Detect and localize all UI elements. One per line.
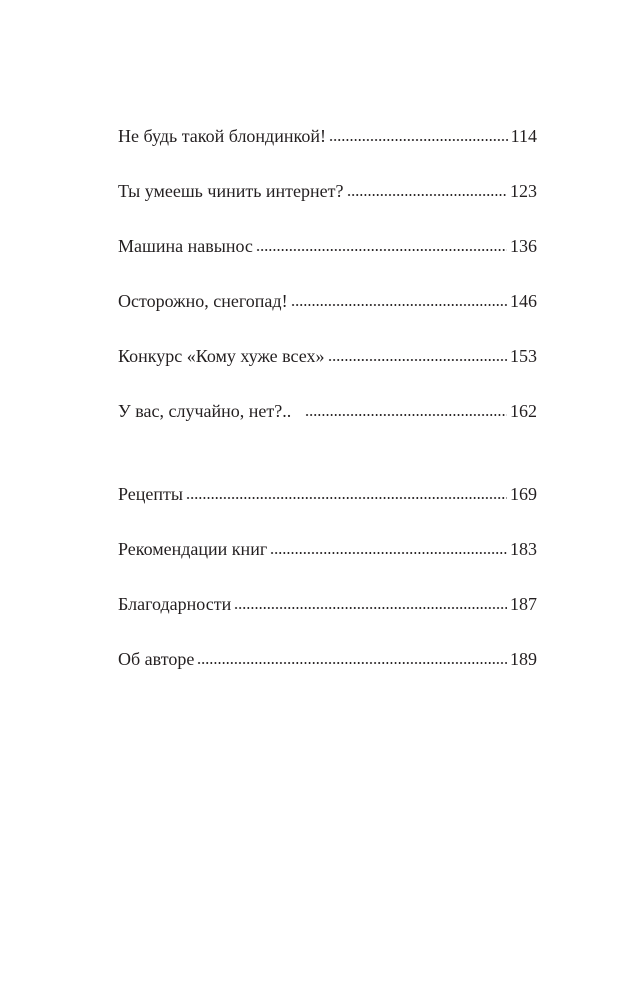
toc-entry xyxy=(118,287,537,342)
toc-entry-page: 136 xyxy=(510,236,537,256)
table-of-contents-section xyxy=(118,122,537,452)
toc-entry xyxy=(118,232,537,287)
toc-entry-page: 189 xyxy=(510,649,537,669)
dot-leader xyxy=(347,179,507,197)
dot-leader xyxy=(329,124,508,142)
toc-entry xyxy=(118,590,537,645)
toc-entry xyxy=(118,645,537,700)
toc-entry-page: 123 xyxy=(510,181,537,201)
toc-entry xyxy=(118,122,537,177)
toc-entry xyxy=(118,397,537,452)
dot-leader xyxy=(234,592,507,610)
dot-leader xyxy=(305,399,507,417)
toc-entry-title: Рекомендации книг xyxy=(118,539,268,559)
toc-entry-page: 114 xyxy=(510,126,537,146)
toc-entry-title: Машина навынос xyxy=(118,236,253,256)
dot-leader xyxy=(256,234,507,252)
toc-entry xyxy=(118,342,537,397)
toc-entry-page: 146 xyxy=(510,291,537,311)
table-of-contents-back-matter xyxy=(118,480,537,700)
dot-leader xyxy=(328,344,508,362)
dot-leader xyxy=(270,537,507,555)
toc-entry-title: Не будь такой блондинкой! xyxy=(118,126,326,146)
toc-entry-page: 153 xyxy=(510,346,537,366)
toc-entry-title: Ты умеешь чинить интернет? xyxy=(118,181,344,201)
toc-entry-title: Конкурс «Кому хуже всех» xyxy=(118,346,325,366)
dot-leader xyxy=(291,289,507,307)
toc-entry-title: Благодарности xyxy=(118,594,232,614)
toc-entry-page: 183 xyxy=(510,539,537,559)
toc-entry-page: 187 xyxy=(510,594,537,614)
toc-entry-title: Об авторе xyxy=(118,649,195,669)
toc-entry-title: Рецепты xyxy=(118,484,183,504)
dot-leader xyxy=(186,482,507,500)
toc-entry xyxy=(118,177,537,232)
toc-entry-title: Осторожно, снегопад! xyxy=(118,291,288,311)
toc-entry-page: 162 xyxy=(510,401,537,421)
toc-entry xyxy=(118,480,537,535)
toc-entry-page: 169 xyxy=(510,484,537,504)
toc-entry xyxy=(118,535,537,590)
toc-entry-title: У вас, случайно, нет?.. xyxy=(118,401,292,421)
dot-leader xyxy=(197,647,507,665)
